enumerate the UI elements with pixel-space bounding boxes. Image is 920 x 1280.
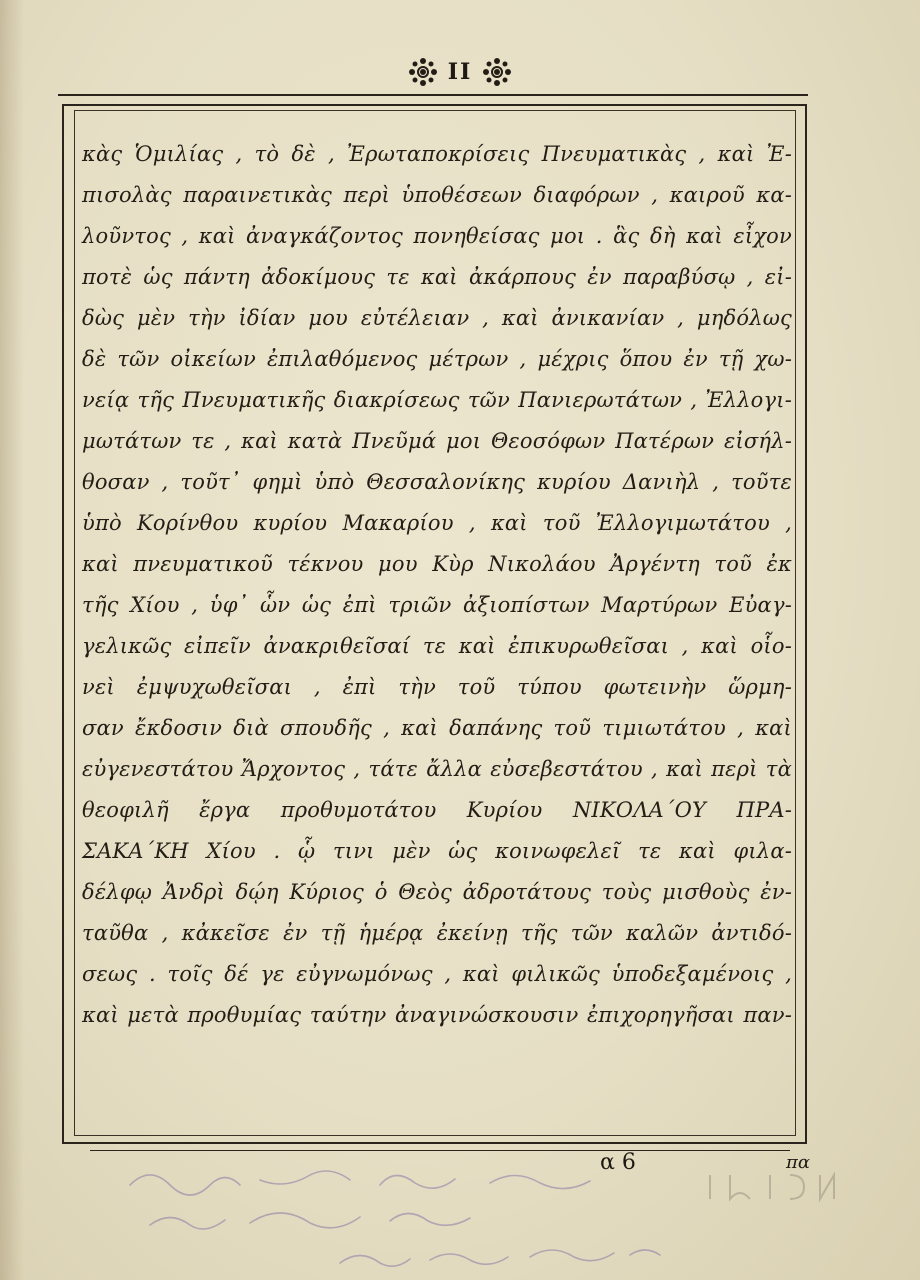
text-line: θοσαν , τοῦτ᾽ φημὶ ὑπὸ Θεσσαλονίκης κυρίου Δανιὴλ , τοῦτε (82, 470, 792, 494)
body-text (82, 134, 792, 1114)
text-line: νεὶ ἐμψυχωθεῖσαι , ἐπὶ τὴν τοῦ τύπου φωτεινὴν ὥρμη- (82, 675, 792, 699)
text-line: δὲ τῶν οἰκείων ἐπιλαθόμενος μέτρων , μέχρις ὅπου ἐν τῇ χω- (82, 347, 792, 371)
text-line: γελικῶς εἰπεῖν ἀνακριθεῖσαί τε καὶ ἐπικυρωθεῖσαι , καὶ οἷο- (82, 634, 792, 658)
page-footer (0, 1150, 920, 1180)
text-line: σεως . τοῖς δέ γε εὐγνωμόνως , καὶ φιλικῶς ὑποδεξαμένοις , (82, 962, 792, 986)
text-line: νείᾳ τῆς Πνευματικῆς διακρίσεως τῶν Πανιερωτάτων , Ἐλλογι- (82, 388, 792, 412)
text-line: μωτάτων τε , καὶ κατὰ Πνεῦμά μοι Θεοσόφων Πατέρων εἰσήλ- (82, 429, 792, 453)
text-line: λοῦντος , καὶ ἀναγκάζοντος πονηθείσας μοι . ἃς δὴ καὶ εἶχον (82, 224, 792, 248)
text-line: κὰς Ὁμιλίας , τὸ δὲ , Ἐρωταποκρίσεις Πνευματικὰς , καὶ Ἐ- (82, 142, 792, 166)
text-line: δέλφῳ Ἀνδρὶ δῴη Κύριος ὁ Θεὸς ἀδροτάτους τοὺς μισθοὺς ἐν- (82, 880, 792, 904)
spine-shadow (0, 0, 24, 1280)
text-line: καὶ πνευματικοῦ τέκνου μου Κὺρ Νικολάου Ἀργέντη τοῦ ἐκ (82, 552, 792, 576)
text-line: ΣΑΚΑ´ΚΗ Χίου . ᾧ τινι μὲν ὡς κοινωφελεῖ τε καὶ φιλα- (82, 839, 792, 863)
floral-ornament-icon (408, 57, 438, 87)
text-line: καὶ μετὰ προθυμίας ταύτην ἀναγινώσκουσιν ἐπιχορηγῆσαι παν- (82, 1003, 792, 1027)
text-line: δὼς μὲν τὴν ἰδίαν μου εὐτέλειαν , καὶ ἀνικανίαν , μηδόλως (82, 306, 792, 330)
text-line: ποτὲ ὡς πάντη ἀδοκίμους τε καὶ ἀκάρπους ἐν παραβύσῳ , εἰ- (82, 265, 792, 289)
text-line: ὑπὸ Κορίνθου κυρίου Μακαρίου , καὶ τοῦ Ἐλλογιμωτάτου , (82, 511, 792, 535)
page-number: ΙΙ (447, 59, 473, 85)
floral-ornament-icon (482, 57, 512, 87)
header-rule (58, 94, 808, 96)
text-line: σαν ἔκδοσιν διὰ σπουδῆς , καὶ δαπάνης τοῦ τιμιωτάτου , καὶ (82, 716, 792, 740)
page-header (0, 52, 920, 92)
signature-mark: α 6 (600, 1150, 636, 1175)
text-line: ταῦθα , κἀκεῖσε ἐν τῇ ἡμέρᾳ ἐκείνῃ τῆς τῶν καλῶν ἀντιδό- (82, 921, 792, 945)
text-line: τῆς Χίου , ὑφ᾽ ὧν ὡς ἐπὶ τριῶν ἀξιοπίστων Μαρτύρων Εὐαγ- (82, 593, 792, 617)
text-line: εὐγενεστάτου Ἄρχοντος , τάτε ἄλλα εὐσεβεστάτου , καὶ περὶ τὰ (82, 757, 792, 781)
catchword: πα (786, 1152, 810, 1173)
text-line: θεοφιλῆ ἔργα προθυμοτάτου Κυρίου ΝΙΚΟΛΑ´ΟΥ ΠΡΑ- (82, 798, 792, 822)
text-line: πισολὰς παραινετικὰς περὶ ὑποθέσεων διαφόρων , καιροῦ κα- (82, 183, 792, 207)
